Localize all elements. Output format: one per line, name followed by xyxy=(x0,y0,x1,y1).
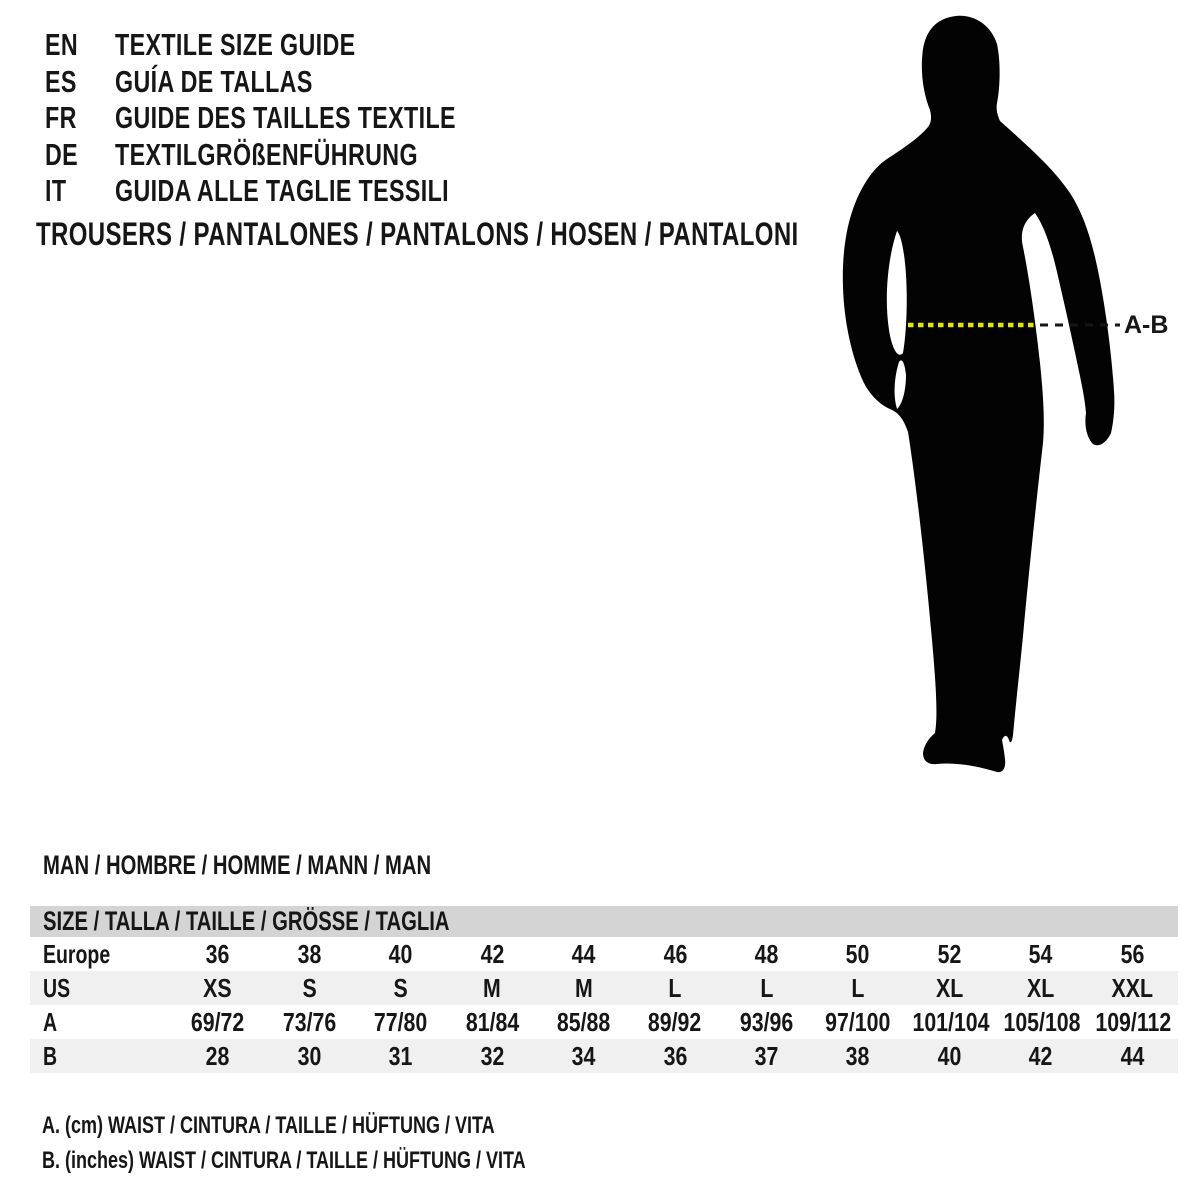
cell: 42 xyxy=(480,938,504,969)
row-label: B xyxy=(43,1040,58,1071)
language-title: TEXTILGRÖßENFÜHRUNG xyxy=(115,136,418,172)
footnote-a-text: A. (cm) WAIST / CINTURA / TAILLE / HÜFTUNG / VITA xyxy=(42,1112,495,1139)
man-silhouette-figure xyxy=(820,0,1200,800)
cell: 69/72 xyxy=(191,1006,245,1037)
row-label: Europe xyxy=(43,938,111,969)
cell: 42 xyxy=(1028,1040,1053,1071)
cell: 97/100 xyxy=(825,1006,891,1037)
cell: 34 xyxy=(571,1040,596,1071)
language-code: DE xyxy=(45,136,79,172)
cell: 40 xyxy=(937,1040,962,1071)
cell: 50 xyxy=(846,938,870,969)
cell: 105/108 xyxy=(1003,1006,1081,1037)
cell: XL xyxy=(1027,972,1055,1003)
cell: 44 xyxy=(1120,1040,1145,1071)
cell: 93/96 xyxy=(739,1006,794,1037)
cell: 52 xyxy=(937,938,962,969)
cell: 73/76 xyxy=(282,1006,336,1037)
cell: XL xyxy=(935,972,963,1003)
size-table-header: SIZE / TALLA / TAILLE / GRÖSSE / TAGLIA xyxy=(43,906,450,936)
cell: 44 xyxy=(571,938,596,969)
cell: M xyxy=(574,972,593,1003)
cell: L xyxy=(759,972,773,1003)
language-title: GUIDE DES TAILLES TEXTILE xyxy=(115,100,456,135)
cell: 36 xyxy=(663,1040,687,1071)
cell: 101/104 xyxy=(912,1006,990,1037)
cell: 28 xyxy=(205,1040,230,1071)
cell: S xyxy=(393,972,408,1003)
size-table xyxy=(30,906,1178,1073)
language-code: IT xyxy=(45,173,67,208)
cell: 36 xyxy=(205,938,230,969)
cell: 109/112 xyxy=(1094,1006,1171,1037)
gender-section-title xyxy=(43,850,560,880)
cell: XXL xyxy=(1111,972,1153,1003)
cell: M xyxy=(483,972,501,1003)
man-silhouette xyxy=(843,16,1115,772)
language-title: GUÍA DE TALLAS xyxy=(115,63,313,99)
cell: 48 xyxy=(754,938,779,969)
table-row-a-cm xyxy=(30,1005,1178,1039)
language-title: GUIDA ALLE TAGLIE TESSILI xyxy=(115,173,450,208)
gender-section-title-text: MAN / HOMBRE / HOMME / MANN / MAN xyxy=(43,850,432,880)
footnote-b xyxy=(42,1143,687,1178)
cell: 89/92 xyxy=(648,1006,702,1037)
measure-label-ab: A-B xyxy=(1124,311,1169,339)
table-row-b-inches xyxy=(30,1039,1178,1073)
footnote-b-text: B. (inches) WAIST / CINTURA / TAILLE / HÜFTUNG / VITA xyxy=(42,1147,526,1174)
cell: 32 xyxy=(480,1040,504,1071)
table-row-us xyxy=(30,971,1178,1005)
cell: 40 xyxy=(388,938,413,969)
cell: L xyxy=(668,972,682,1003)
table-row-europe xyxy=(30,937,1178,971)
product-category-title-text: TROUSERS / PANTALONES / PANTALONS / HOSEN / PANTALONI xyxy=(36,216,799,252)
cell: 77/80 xyxy=(373,1006,428,1037)
cell: L xyxy=(851,972,865,1003)
language-code: FR xyxy=(45,100,77,135)
footnote-a xyxy=(42,1108,687,1143)
language-title: TEXTILE SIZE GUIDE xyxy=(115,27,356,62)
cell: 38 xyxy=(846,1040,870,1071)
cell: 46 xyxy=(663,938,687,969)
cell: 85/88 xyxy=(556,1006,611,1037)
row-label: US xyxy=(43,972,71,1003)
cell: 81/84 xyxy=(465,1006,519,1037)
cell: XS xyxy=(203,972,232,1003)
size-table-header-row xyxy=(30,906,1178,937)
cell: 37 xyxy=(754,1040,779,1071)
cell: 30 xyxy=(297,1040,322,1071)
language-code: EN xyxy=(45,27,79,62)
measurement-footnotes xyxy=(42,1108,687,1178)
cell: 54 xyxy=(1028,938,1053,969)
cell: 56 xyxy=(1120,938,1145,969)
language-code: ES xyxy=(45,63,77,99)
row-label: A xyxy=(43,1006,58,1037)
cell: 38 xyxy=(297,938,322,969)
cell: S xyxy=(302,972,317,1003)
cell: 31 xyxy=(388,1040,413,1071)
